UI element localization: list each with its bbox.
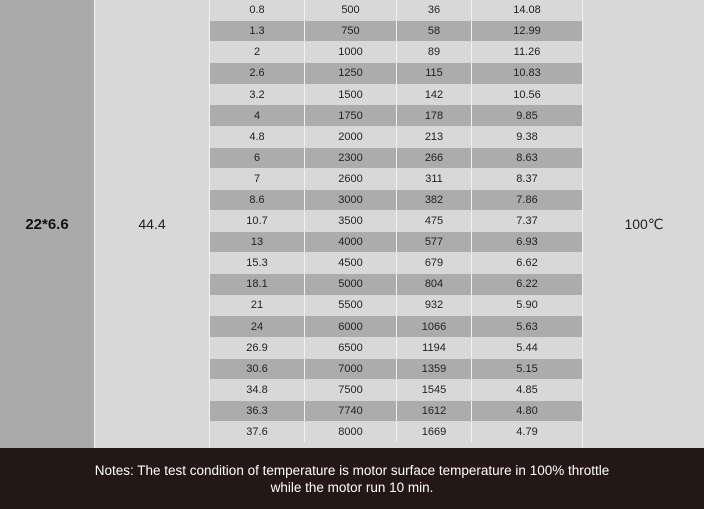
table-row <box>210 0 582 20</box>
power-cell: 115 <box>397 63 472 83</box>
power-cell: 932 <box>397 295 472 315</box>
throttle-cell: 30.6 <box>210 359 305 379</box>
rpm-cell: 7740 <box>305 401 397 421</box>
data-rows <box>210 0 582 448</box>
table-row <box>210 42 582 62</box>
efficiency-cell: 5.90 <box>472 295 582 315</box>
table-row <box>210 148 582 168</box>
rpm-cell: 2600 <box>305 169 397 189</box>
rpm-cell: 750 <box>305 21 397 41</box>
throttle-cell: 7 <box>210 169 305 189</box>
throttle-cell: 0.8 <box>210 0 305 20</box>
rpm-cell: 5000 <box>305 274 397 294</box>
rpm-cell: 6500 <box>305 338 397 358</box>
power-cell: 1545 <box>397 380 472 400</box>
power-cell: 577 <box>397 232 472 252</box>
rpm-cell: 4500 <box>305 253 397 273</box>
power-cell: 142 <box>397 84 472 104</box>
table-row <box>210 295 582 315</box>
power-cell: 89 <box>397 42 472 62</box>
efficiency-cell: 5.63 <box>472 316 582 336</box>
throttle-cell: 21 <box>210 295 305 315</box>
rpm-cell: 7000 <box>305 359 397 379</box>
efficiency-cell: 6.93 <box>472 232 582 252</box>
power-cell: 1359 <box>397 359 472 379</box>
rpm-cell: 1500 <box>305 84 397 104</box>
rpm-cell: 1250 <box>305 63 397 83</box>
power-cell: 804 <box>397 274 472 294</box>
notes-line-2: while the motor run 10 min. <box>270 479 434 495</box>
table-row <box>210 359 582 379</box>
efficiency-cell: 10.56 <box>472 84 582 104</box>
notes-footer <box>0 448 704 509</box>
power-cell: 266 <box>397 148 472 168</box>
efficiency-cell: 4.79 <box>472 422 582 442</box>
table-row <box>210 338 582 358</box>
throttle-cell: 8.6 <box>210 190 305 210</box>
rpm-cell: 8000 <box>305 422 397 442</box>
rpm-cell: 5500 <box>305 295 397 315</box>
efficiency-cell: 10.83 <box>472 63 582 83</box>
table-row <box>210 316 582 336</box>
throttle-cell: 10.7 <box>210 211 305 231</box>
table-row <box>210 169 582 189</box>
power-cell: 213 <box>397 127 472 147</box>
power-cell: 382 <box>397 190 472 210</box>
throttle-cell: 6 <box>210 148 305 168</box>
rpm-cell: 1750 <box>305 105 397 125</box>
table-row <box>210 84 582 104</box>
throttle-cell: 36.3 <box>210 401 305 421</box>
power-cell: 58 <box>397 21 472 41</box>
table-row <box>210 380 582 400</box>
efficiency-cell: 7.86 <box>472 190 582 210</box>
table-row <box>210 105 582 125</box>
notes-line-1: Notes: The test condition of temperature is motor surface temperature in 100% throttle <box>94 462 610 478</box>
power-cell: 679 <box>397 253 472 273</box>
table-row <box>210 127 582 147</box>
efficiency-cell: 4.80 <box>472 401 582 421</box>
table-row <box>210 253 582 273</box>
power-cell: 1669 <box>397 422 472 442</box>
efficiency-cell: 4.85 <box>472 380 582 400</box>
power-cell: 475 <box>397 211 472 231</box>
rpm-cell: 2300 <box>305 148 397 168</box>
table-row <box>210 401 582 421</box>
throttle-cell: 2.6 <box>210 63 305 83</box>
throttle-cell: 34.8 <box>210 380 305 400</box>
throttle-cell: 1.3 <box>210 21 305 41</box>
rpm-cell: 3000 <box>305 190 397 210</box>
efficiency-cell: 9.38 <box>472 127 582 147</box>
rpm-cell: 4000 <box>305 232 397 252</box>
power-cell: 1194 <box>397 338 472 358</box>
rpm-cell: 7500 <box>305 380 397 400</box>
power-cell: 311 <box>397 169 472 189</box>
power-cell: 1612 <box>397 401 472 421</box>
efficiency-cell: 9.85 <box>472 105 582 125</box>
temperature-cell: 100℃ <box>582 0 704 448</box>
rpm-cell: 1000 <box>305 42 397 62</box>
rpm-cell: 2000 <box>305 127 397 147</box>
throttle-cell: 4.8 <box>210 127 305 147</box>
throttle-cell: 26.9 <box>210 338 305 358</box>
efficiency-cell: 14.08 <box>472 0 582 20</box>
table-row <box>210 63 582 83</box>
power-cell: 36 <box>397 0 472 20</box>
power-cell: 1066 <box>397 316 472 336</box>
table-row <box>210 21 582 41</box>
rpm-cell: 6000 <box>305 316 397 336</box>
voltage-cell: 44.4 <box>95 0 210 448</box>
throttle-cell: 24 <box>210 316 305 336</box>
table-row <box>210 211 582 231</box>
throttle-cell: 13 <box>210 232 305 252</box>
rpm-cell: 500 <box>305 0 397 20</box>
table-row <box>210 232 582 252</box>
throttle-cell: 4 <box>210 105 305 125</box>
table-row <box>210 422 582 442</box>
table-row <box>210 274 582 294</box>
throttle-cell: 2 <box>210 42 305 62</box>
throttle-cell: 37.6 <box>210 422 305 442</box>
power-cell: 178 <box>397 105 472 125</box>
prop-size-cell: 22*6.6 <box>0 0 95 448</box>
efficiency-cell: 6.62 <box>472 253 582 273</box>
efficiency-cell: 5.44 <box>472 338 582 358</box>
efficiency-cell: 6.22 <box>472 274 582 294</box>
efficiency-cell: 7.37 <box>472 211 582 231</box>
table-row <box>210 190 582 210</box>
efficiency-cell: 8.37 <box>472 169 582 189</box>
throttle-cell: 3.2 <box>210 84 305 104</box>
efficiency-cell: 12.99 <box>472 21 582 41</box>
rpm-cell: 3500 <box>305 211 397 231</box>
efficiency-cell: 5.15 <box>472 359 582 379</box>
efficiency-cell: 8.63 <box>472 148 582 168</box>
efficiency-cell: 11.26 <box>472 42 582 62</box>
throttle-cell: 15.3 <box>210 253 305 273</box>
throttle-cell: 18.1 <box>210 274 305 294</box>
